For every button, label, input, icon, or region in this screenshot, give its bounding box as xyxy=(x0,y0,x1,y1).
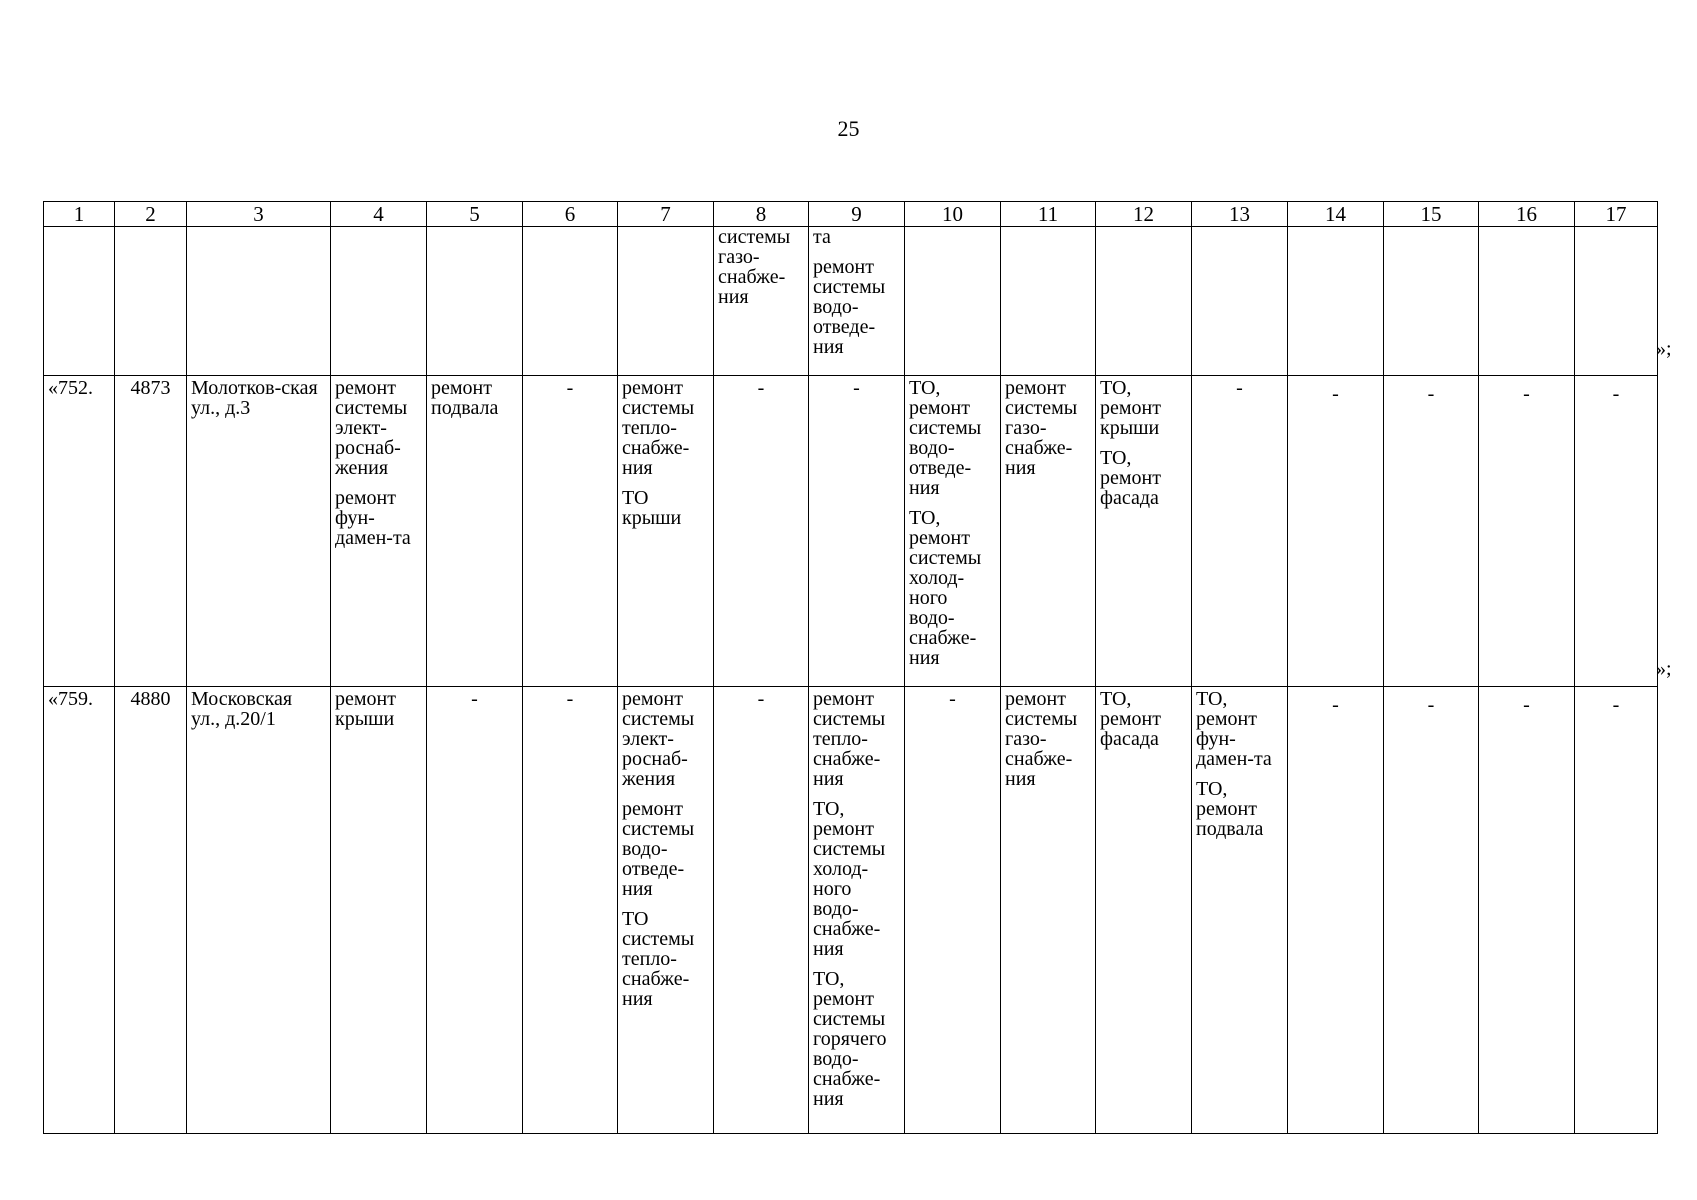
column-number: 14 xyxy=(1288,202,1384,227)
table-cell xyxy=(618,376,714,687)
dash-cell: - xyxy=(523,687,618,1134)
table-cell xyxy=(809,227,905,376)
table-cell xyxy=(905,376,1001,687)
work-entry: ремонт системы газо-снабже-ния xyxy=(1005,377,1078,479)
table-cell xyxy=(1575,227,1658,376)
column-number: 3 xyxy=(187,202,331,227)
column-number: 6 xyxy=(523,202,618,227)
work-entry: ремонт системы тепло-снабже-ния xyxy=(813,688,886,790)
table-cell xyxy=(905,227,1001,376)
dash-cell: - xyxy=(523,376,618,687)
table-cell xyxy=(331,227,427,376)
table-cell xyxy=(618,687,714,1134)
continuation-row xyxy=(44,227,1658,376)
table-cell xyxy=(1479,227,1575,376)
dash-cell: - xyxy=(1192,376,1288,687)
dash-cell: - xyxy=(1575,376,1658,687)
dash-cell: - xyxy=(714,687,809,1134)
work-entry: ремонт фун-дамен-та xyxy=(335,487,411,549)
work-entry: ремонт крыши xyxy=(335,688,396,730)
work-entry: ремонт системы элект-роснаб-жения xyxy=(335,377,408,479)
dash-cell: - xyxy=(714,376,809,687)
work-entry: та xyxy=(813,226,831,248)
work-entry: ТО, ремонт фасада xyxy=(1100,447,1161,509)
table-cell xyxy=(523,227,618,376)
row-number: «752. xyxy=(44,376,115,687)
work-entry: ТО системы тепло-снабже-ния xyxy=(622,908,695,1010)
object-code: 4880 xyxy=(115,687,187,1134)
work-entry: ТО, ремонт фун-дамен-та xyxy=(1196,688,1272,770)
row-number: «759. xyxy=(44,687,115,1134)
table-cell xyxy=(331,687,427,1134)
column-number: 11 xyxy=(1001,202,1096,227)
dash-cell: - xyxy=(427,687,523,1134)
table-cell xyxy=(714,227,809,376)
column-number: 2 xyxy=(115,202,187,227)
column-number: 5 xyxy=(427,202,523,227)
table-cell xyxy=(1384,227,1479,376)
table-cell xyxy=(331,376,427,687)
work-entry: ТО, ремонт системы холод-ного водо-снабже-ния xyxy=(909,507,982,669)
work-entry: ремонт системы элект-роснаб-жения xyxy=(622,688,695,790)
address: Молотков-ская ул., д.3 xyxy=(191,377,318,419)
table-cell xyxy=(427,227,523,376)
column-number: 17 xyxy=(1575,202,1658,227)
work-entry: ТО, ремонт крыши xyxy=(1100,377,1161,439)
dash-cell: - xyxy=(1575,687,1658,1134)
table-cell xyxy=(1096,687,1192,1134)
work-entry: системы газо-снабже-ния xyxy=(718,226,791,308)
dash-cell: - xyxy=(1384,376,1479,687)
table-cell xyxy=(618,227,714,376)
table-cell xyxy=(1096,376,1192,687)
work-entry: ТО, ремонт фасада xyxy=(1100,688,1161,750)
column-number-row xyxy=(44,202,1658,227)
dash-cell: - xyxy=(1384,687,1479,1134)
column-number: 12 xyxy=(1096,202,1192,227)
column-number: 13 xyxy=(1192,202,1288,227)
work-entry: ТО, ремонт системы холод-ного водо-снабже-ния xyxy=(813,798,886,960)
table-cell xyxy=(187,227,331,376)
table-cell xyxy=(44,227,115,376)
address-cell xyxy=(187,376,331,687)
work-entry: ремонт системы водо-отведе-ния xyxy=(813,256,886,358)
dash-cell: - xyxy=(1288,687,1384,1134)
table-row xyxy=(44,687,1658,1134)
table-cell xyxy=(809,687,905,1134)
table-cell xyxy=(427,376,523,687)
dash-cell: - xyxy=(1479,376,1575,687)
column-number: 10 xyxy=(905,202,1001,227)
table-cell xyxy=(1192,227,1288,376)
dash-cell: - xyxy=(809,376,905,687)
repair-schedule-table xyxy=(43,201,1658,1134)
address-cell xyxy=(187,687,331,1134)
column-number: 8 xyxy=(714,202,809,227)
table-cell xyxy=(1096,227,1192,376)
column-number: 15 xyxy=(1384,202,1479,227)
dash-cell: - xyxy=(1479,687,1575,1134)
column-number: 16 xyxy=(1479,202,1575,227)
work-entry: ТО, ремонт системы водо-отведе-ния xyxy=(909,377,982,499)
column-number: 4 xyxy=(331,202,427,227)
closing-quote-mark: »; xyxy=(1656,658,1672,680)
table-cell xyxy=(1288,227,1384,376)
table-cell xyxy=(1001,227,1096,376)
work-entry: ТО крыши xyxy=(622,487,682,529)
column-number: 9 xyxy=(809,202,905,227)
address: Московская ул., д.20/1 xyxy=(191,688,293,730)
column-number: 7 xyxy=(618,202,714,227)
work-entry: ремонт системы водо-отведе-ния xyxy=(622,798,695,900)
page-number: 25 xyxy=(837,116,860,141)
table-cell xyxy=(1192,687,1288,1134)
closing-quote-mark: »; xyxy=(1656,338,1672,360)
dash-cell: - xyxy=(905,687,1001,1134)
work-entry: ТО, ремонт подвала xyxy=(1196,778,1264,840)
dash-cell: - xyxy=(1288,376,1384,687)
work-entry: ТО, ремонт системы горячего водо-снабже-ния xyxy=(813,968,887,1110)
work-entry: ремонт системы газо-снабже-ния xyxy=(1005,688,1078,790)
table-cell xyxy=(1001,376,1096,687)
column-number: 1 xyxy=(44,202,115,227)
work-entry: ремонт подвала xyxy=(431,377,499,419)
table-row xyxy=(44,376,1658,687)
table-cell xyxy=(1001,687,1096,1134)
work-entry: ремонт системы тепло-снабже-ния xyxy=(622,377,695,479)
object-code: 4873 xyxy=(115,376,187,687)
table-cell xyxy=(115,227,187,376)
